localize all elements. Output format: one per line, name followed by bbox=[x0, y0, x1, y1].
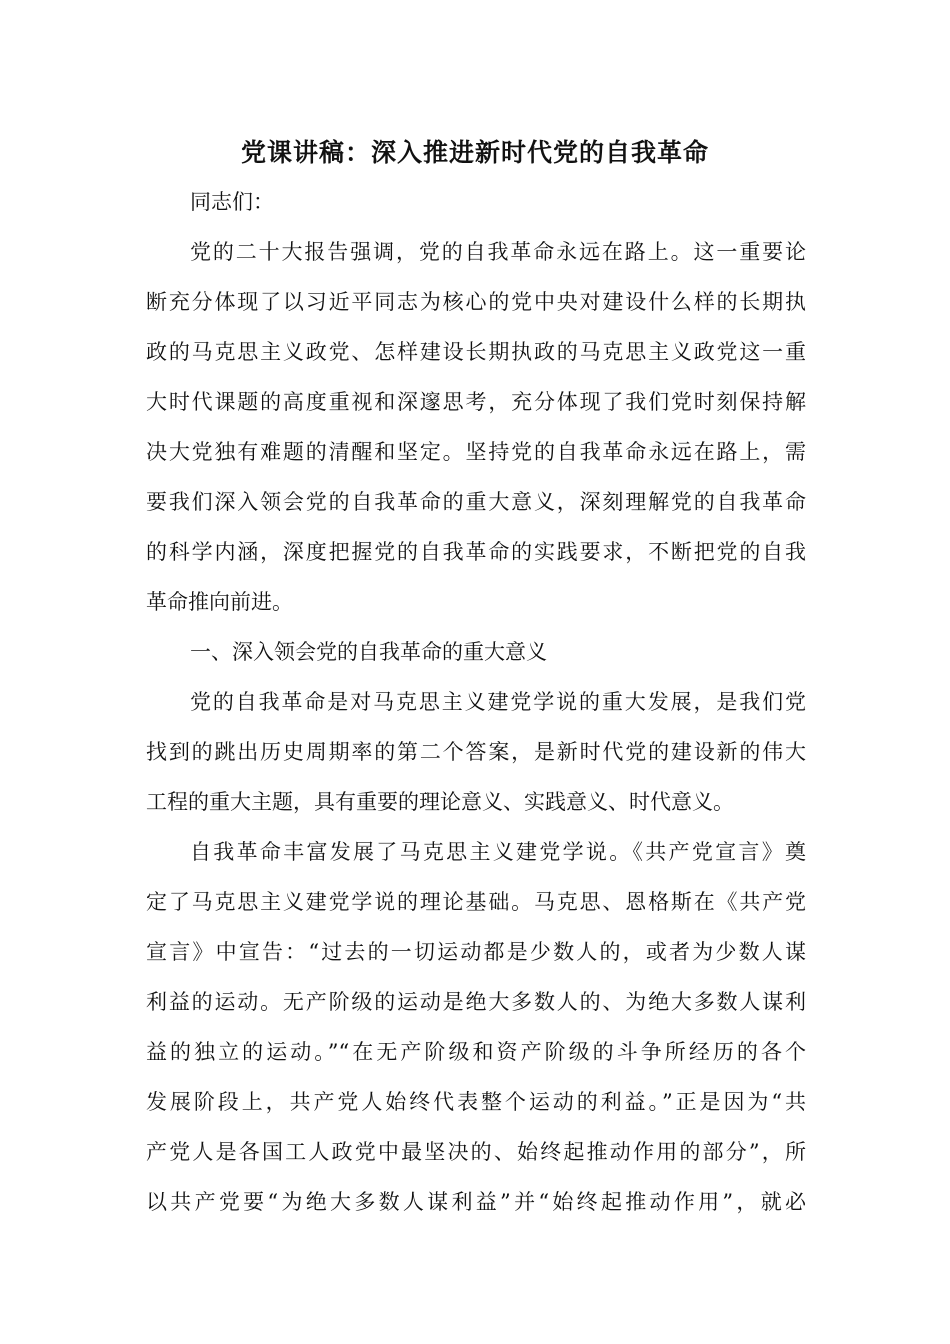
paragraph-line: 断充分体现了以习近平同志为核心的党中央对建设什么样的长期执 bbox=[146, 290, 806, 314]
section-heading: 一、深入领会党的自我革命的重大意义 bbox=[190, 640, 547, 664]
paragraph-line: 政的马克思主义政党、怎样建设长期执政的马克思主义政党这一重 bbox=[146, 340, 806, 364]
paragraph-line: 党的二十大报告强调，党的自我革命永远在路上。这一重要论 bbox=[190, 240, 806, 264]
paragraph-line: 益的独立的运动。”“在无产阶级和资产阶级的斗争所经历的各个 bbox=[146, 1040, 806, 1064]
paragraph-line: 找到的跳出历史周期率的第二个答案，是新时代党的建设新的伟大 bbox=[146, 740, 806, 764]
document-title: 党课讲稿：深入推进新时代党的自我革命 bbox=[240, 138, 709, 167]
paragraph-line: 决大党独有难题的清醒和坚定。坚持党的自我革命永远在路上，需 bbox=[146, 440, 806, 464]
paragraph-line: 要我们深入领会党的自我革命的重大意义，深刻理解党的自我革命 bbox=[146, 490, 806, 514]
paragraph-line: 发展阶段上，共产党人始终代表整个运动的利益。”正是因为“共 bbox=[146, 1090, 806, 1114]
paragraph-line: 以共产党要“为绝大多数人谋利益”并“始终起推动作用”，就必 bbox=[146, 1190, 806, 1214]
paragraph-line: 定了马克思主义建党学说的理论基础。马克思、恩格斯在《共产党 bbox=[146, 890, 806, 914]
paragraph-line: 产党人是各国工人政党中最坚决的、始终起推动作用的部分”，所 bbox=[146, 1140, 806, 1164]
paragraph-line: 利益的运动。无产阶级的运动是绝大多数人的、为绝大多数人谋利 bbox=[146, 990, 806, 1014]
paragraph-line: 革命推向前进。 bbox=[146, 590, 293, 614]
paragraph-line: 自我革命丰富发展了马克思主义建党学说。《共产党宣言》奠 bbox=[190, 840, 806, 864]
salutation: 同志们： bbox=[190, 190, 274, 214]
paragraph-line: 工程的重大主题，具有重要的理论意义、实践意义、时代意义。 bbox=[146, 790, 734, 814]
paragraph-line: 大时代课题的高度重视和深邃思考，充分体现了我们党时刻保持解 bbox=[146, 390, 806, 414]
paragraph-line: 宣言》中宣告：“过去的一切运动都是少数人的，或者为少数人谋 bbox=[146, 940, 806, 964]
paragraph-line: 的科学内涵，深度把握党的自我革命的实践要求，不断把党的自我 bbox=[146, 540, 806, 564]
paragraph-line: 党的自我革命是对马克思主义建党学说的重大发展，是我们党 bbox=[190, 690, 806, 714]
